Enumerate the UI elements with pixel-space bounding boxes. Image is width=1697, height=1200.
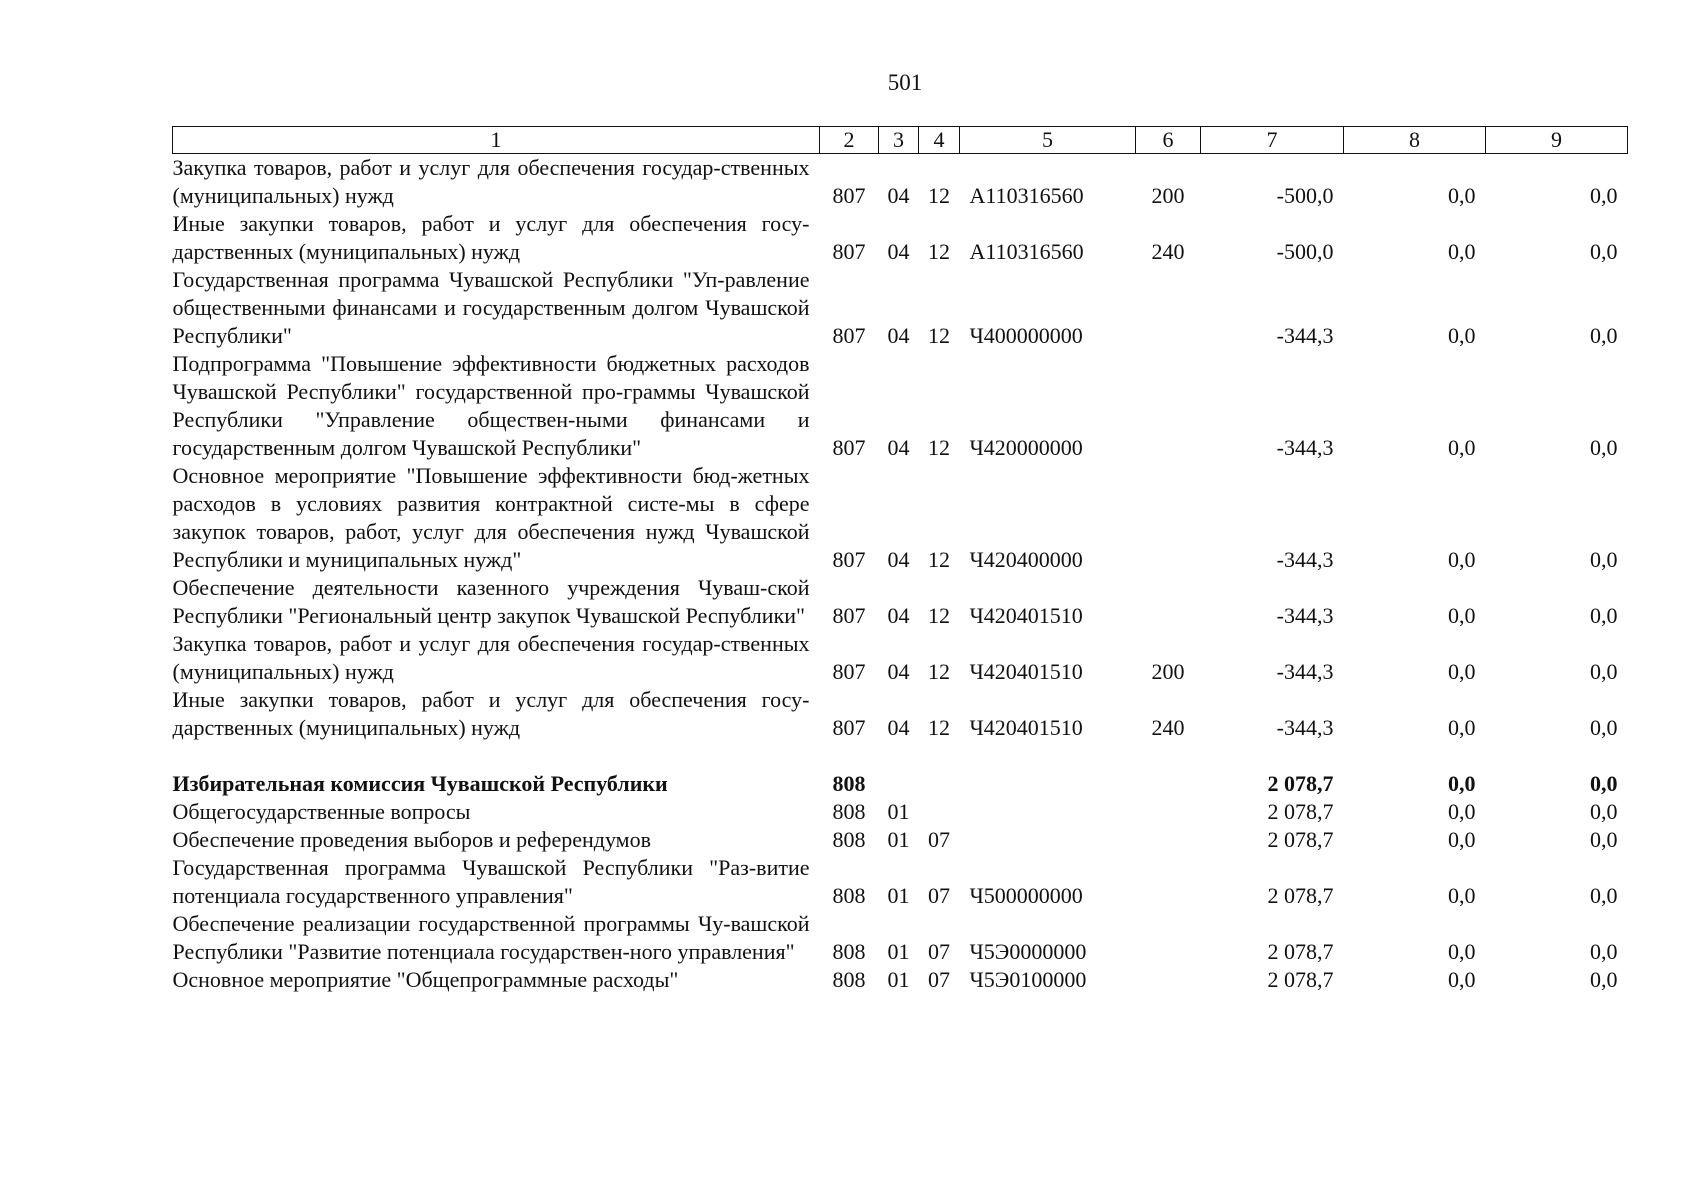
row-code: 808 xyxy=(832,883,866,908)
table-row xyxy=(173,966,1628,994)
column-header: 4 xyxy=(919,127,960,154)
row-subsection: 12 xyxy=(928,715,950,740)
row-amount-col7: 2 078,7 xyxy=(1267,827,1334,852)
row-amount-col9: 0,0 xyxy=(1590,883,1618,908)
row-name: Обеспечение проведения выборов и референдумов xyxy=(172,827,651,852)
row-section: 04 xyxy=(887,603,910,628)
row-amount-col9: 0,0 xyxy=(1590,799,1618,824)
row-name: Обеспечение деятельности казенного учреждения Чуваш-ской Республики "Региональный центр закупок Чувашской Республики" xyxy=(172,575,810,628)
row-amount-col7: -344,3 xyxy=(1276,715,1334,740)
row-subsection: 12 xyxy=(928,183,950,208)
row-expense-type xyxy=(1136,798,1201,826)
table-row xyxy=(173,574,1628,630)
table-row xyxy=(173,798,1628,826)
row-code: 807 xyxy=(832,183,866,208)
row-name: Общегосударственные вопросы xyxy=(172,799,471,824)
row-amount-col9: 0,0 xyxy=(1590,239,1618,264)
table-row xyxy=(173,462,1628,574)
row-section: 01 xyxy=(887,939,910,964)
row-section: 01 xyxy=(887,883,910,908)
row-target-article xyxy=(960,826,1136,854)
column-header: 1 xyxy=(173,127,820,154)
row-expense-type xyxy=(1136,966,1201,994)
row-target-article: Ч5Э0100000 xyxy=(969,967,1087,992)
row-amount-col8: 0,0 xyxy=(1448,939,1476,964)
table-row xyxy=(173,210,1628,266)
column-header: 3 xyxy=(879,127,919,154)
row-amount-col7: -500,0 xyxy=(1276,183,1334,208)
row-target-article: Ч5Э0000000 xyxy=(969,939,1087,964)
row-expense-type xyxy=(1136,770,1201,798)
spacer-row xyxy=(173,742,1628,770)
row-amount-col8: 0,0 xyxy=(1448,771,1476,796)
row-amount-col8: 0,0 xyxy=(1448,659,1476,684)
row-subsection: 07 xyxy=(928,939,950,964)
row-expense-type: 200 xyxy=(1151,659,1185,684)
row-code: 808 xyxy=(832,771,866,796)
row-target-article: А110316560 xyxy=(969,239,1084,264)
column-header: 7 xyxy=(1201,127,1344,154)
row-amount-col8: 0,0 xyxy=(1448,603,1476,628)
row-subsection: 07 xyxy=(928,883,950,908)
row-expense-type xyxy=(1136,266,1201,350)
row-expense-type: 240 xyxy=(1151,715,1185,740)
table-row xyxy=(173,266,1628,350)
row-code: 807 xyxy=(832,603,866,628)
table-row xyxy=(173,770,1628,798)
row-section: 04 xyxy=(887,183,910,208)
table-row xyxy=(173,910,1628,966)
spacer-cell xyxy=(173,742,1628,770)
row-expense-type: 200 xyxy=(1151,183,1185,208)
row-code: 807 xyxy=(832,435,866,460)
row-amount-col9: 0,0 xyxy=(1590,827,1618,852)
row-amount-col8: 0,0 xyxy=(1448,435,1476,460)
row-amount-col8: 0,0 xyxy=(1448,799,1476,824)
row-target-article: Ч420000000 xyxy=(969,435,1083,460)
row-section: 04 xyxy=(887,239,910,264)
row-amount-col9: 0,0 xyxy=(1590,435,1618,460)
row-expense-type xyxy=(1136,910,1201,966)
budget-table xyxy=(172,126,1628,994)
table-row xyxy=(173,826,1628,854)
row-amount-col8: 0,0 xyxy=(1448,715,1476,740)
row-code: 808 xyxy=(832,827,866,852)
table-body xyxy=(173,154,1628,995)
row-amount-col8: 0,0 xyxy=(1448,967,1476,992)
row-amount-col8: 0,0 xyxy=(1448,239,1476,264)
row-expense-type: 240 xyxy=(1151,239,1185,264)
row-subsection: 07 xyxy=(928,967,950,992)
row-amount-col7: -344,3 xyxy=(1276,323,1334,348)
row-section: 04 xyxy=(887,547,910,572)
row-section: 04 xyxy=(887,323,910,348)
column-header: 8 xyxy=(1344,127,1486,154)
row-expense-type xyxy=(1136,462,1201,574)
row-amount-col7: 2 078,7 xyxy=(1267,771,1334,796)
header-row xyxy=(173,127,1628,154)
row-name: Государственная программа Чувашской Республики "Раз-витие потенциала государственного управления" xyxy=(172,855,810,908)
row-target-article: Ч420400000 xyxy=(969,547,1083,572)
row-name: Иные закупки товаров, работ и услуг для обеспечения госу-дарственных (муниципальных) нужд xyxy=(172,211,810,264)
row-expense-type xyxy=(1136,854,1201,910)
row-expense-type xyxy=(1136,350,1201,462)
row-subsection: 12 xyxy=(928,547,950,572)
row-subsection: 12 xyxy=(928,603,950,628)
row-amount-col7: 2 078,7 xyxy=(1267,883,1334,908)
row-amount-col9: 0,0 xyxy=(1590,183,1618,208)
row-target-article: Ч400000000 xyxy=(969,323,1083,348)
row-name: Закупка товаров, работ и услуг для обеспечения государ-ственных (муниципальных) нужд xyxy=(172,155,810,208)
row-target-article: Ч420401510 xyxy=(969,603,1083,628)
row-amount-col9: 0,0 xyxy=(1590,547,1618,572)
row-target-article: Ч420401510 xyxy=(969,659,1083,684)
row-section: 01 xyxy=(887,827,910,852)
row-subsection: 12 xyxy=(928,659,950,684)
row-subsection xyxy=(919,770,960,798)
row-amount-col8: 0,0 xyxy=(1448,547,1476,572)
table-row xyxy=(173,350,1628,462)
row-name: Основное мероприятие "Общепрограммные расходы" xyxy=(172,967,679,992)
table-row xyxy=(173,686,1628,742)
row-amount-col9: 0,0 xyxy=(1590,323,1618,348)
row-section: 04 xyxy=(887,715,910,740)
row-code: 807 xyxy=(832,715,866,740)
column-header: 2 xyxy=(820,127,879,154)
row-amount-col7: -344,3 xyxy=(1276,659,1334,684)
row-subsection xyxy=(919,798,960,826)
row-amount-col7: 2 078,7 xyxy=(1267,967,1334,992)
row-amount-col7: 2 078,7 xyxy=(1267,939,1334,964)
row-code: 807 xyxy=(832,659,866,684)
row-name: Закупка товаров, работ и услуг для обеспечения государ-ственных (муниципальных) нужд xyxy=(172,631,810,684)
row-amount-col7: -344,3 xyxy=(1276,435,1334,460)
row-amount-col9: 0,0 xyxy=(1590,967,1618,992)
row-section: 01 xyxy=(887,967,910,992)
row-target-article: Ч420401510 xyxy=(969,715,1083,740)
row-subsection: 12 xyxy=(928,323,950,348)
row-amount-col8: 0,0 xyxy=(1448,883,1476,908)
row-code: 808 xyxy=(832,967,866,992)
row-section xyxy=(879,770,919,798)
row-subsection: 12 xyxy=(928,239,950,264)
row-target-article: Ч500000000 xyxy=(969,883,1083,908)
row-amount-col9: 0,0 xyxy=(1590,939,1618,964)
row-code: 807 xyxy=(832,239,866,264)
row-name: Иные закупки товаров, работ и услуг для обеспечения госу-дарственных (муниципальных) нужд xyxy=(172,687,810,740)
row-expense-type xyxy=(1136,574,1201,630)
column-header: 6 xyxy=(1136,127,1201,154)
row-amount-col9: 0,0 xyxy=(1590,715,1618,740)
row-code: 807 xyxy=(832,323,866,348)
row-amount-col9: 0,0 xyxy=(1590,603,1618,628)
row-amount-col9: 0,0 xyxy=(1590,771,1618,796)
row-code: 807 xyxy=(832,547,866,572)
row-amount-col7: 2 078,7 xyxy=(1267,799,1334,824)
row-subsection: 07 xyxy=(928,827,950,852)
row-name: Государственная программа Чувашской Республики "Уп-равление общественными финансами и государственным долгом Чувашской Республики" xyxy=(172,267,810,348)
row-target-article xyxy=(960,798,1136,826)
table-header xyxy=(173,127,1628,154)
row-expense-type xyxy=(1136,826,1201,854)
row-subsection: 12 xyxy=(928,435,950,460)
table-row xyxy=(173,630,1628,686)
row-amount-col8: 0,0 xyxy=(1448,827,1476,852)
row-amount-col8: 0,0 xyxy=(1448,323,1476,348)
row-amount-col7: -344,3 xyxy=(1276,603,1334,628)
row-name: Основное мероприятие "Повышение эффективности бюд-жетных расходов в условиях развития контрактной систе-мы в сфере закупок товаров, работ, услуг для обеспечения нужд Чувашской Республики и муниципальных нужд" xyxy=(172,463,810,572)
column-header: 9 xyxy=(1486,127,1628,154)
row-section: 01 xyxy=(887,799,910,824)
row-amount-col9: 0,0 xyxy=(1590,659,1618,684)
row-name: Обеспечение реализации государственной программы Чу-вашской Республики "Развитие потенциала государствен-ного управления" xyxy=(172,911,810,964)
row-amount-col8: 0,0 xyxy=(1448,183,1476,208)
row-amount-col7: -500,0 xyxy=(1276,239,1334,264)
page-number: 501 xyxy=(887,70,923,95)
row-name: Подпрограмма "Повышение эффективности бюджетных расходов Чувашской Республики" государственной про-граммы Чувашской Республики "Управление обществен-ными финансами и государственным долгом Чувашской Республики" xyxy=(172,351,810,460)
row-target-article xyxy=(960,770,1136,798)
table-row xyxy=(173,154,1628,211)
row-target-article: А110316560 xyxy=(969,183,1084,208)
table-row xyxy=(173,854,1628,910)
column-header: 5 xyxy=(960,127,1136,154)
row-section: 04 xyxy=(887,435,910,460)
row-name: Избирательная комиссия Чувашской Республики xyxy=(172,771,668,796)
row-code: 808 xyxy=(832,799,866,824)
row-code: 808 xyxy=(832,939,866,964)
row-amount-col7: -344,3 xyxy=(1276,547,1334,572)
row-section: 04 xyxy=(887,659,910,684)
